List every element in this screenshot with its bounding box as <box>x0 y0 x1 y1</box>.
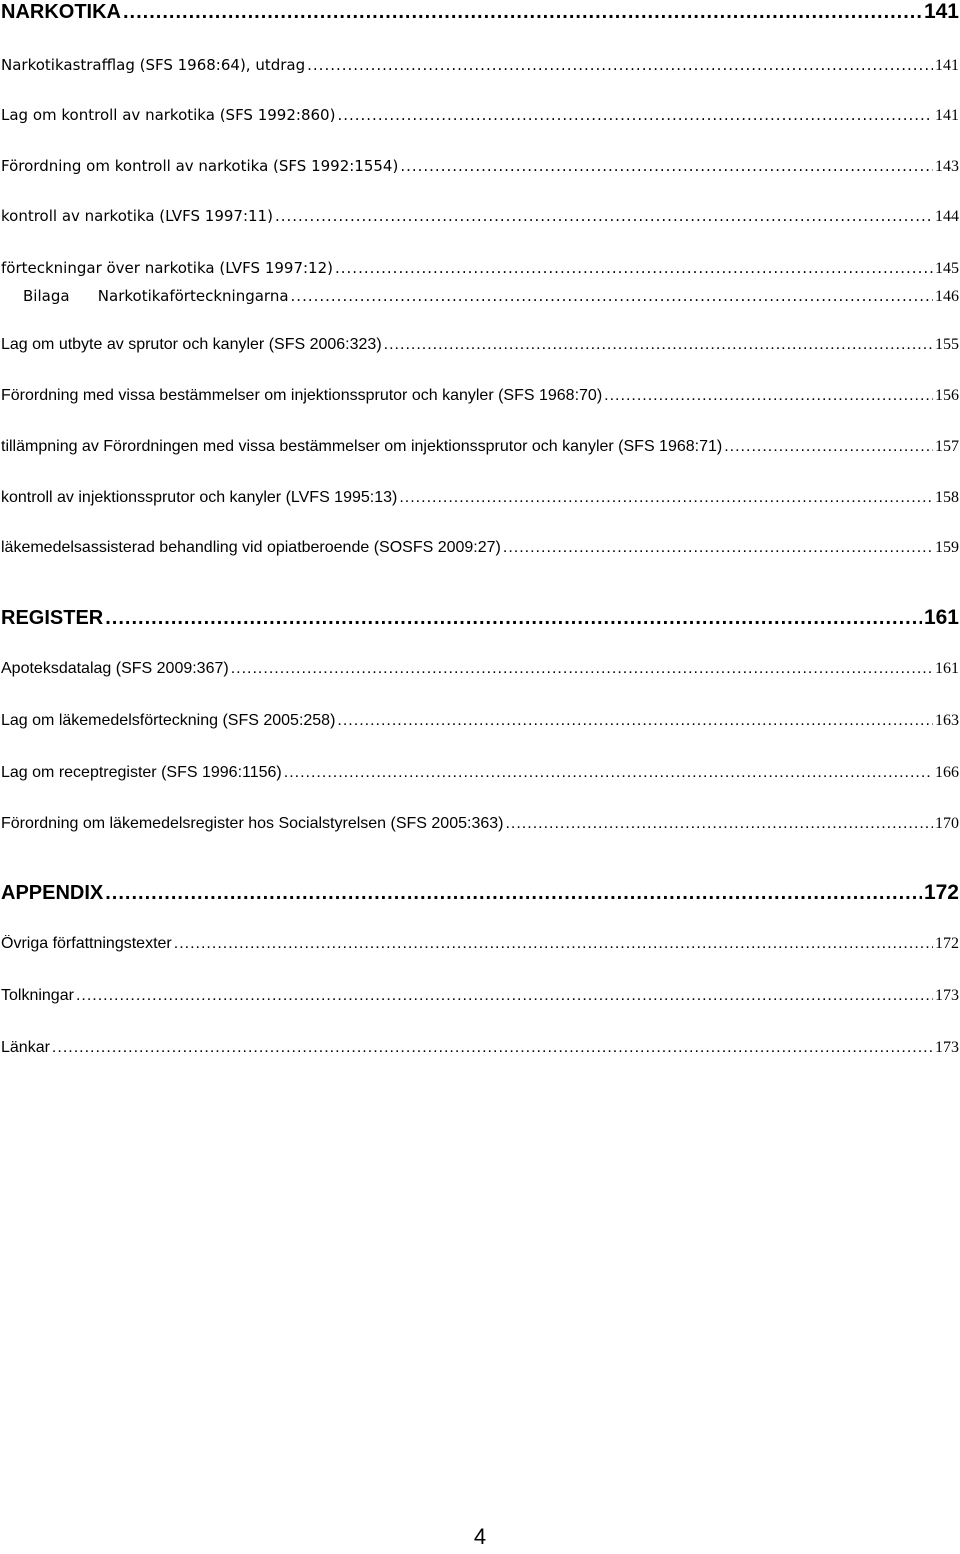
toc-entry[interactable] <box>1 1039 959 1057</box>
toc-entry-page: 173 <box>935 1039 959 1056</box>
dot-leader <box>76 987 933 1005</box>
toc-heading-title: APPENDIX <box>1 882 104 904</box>
dot-leader <box>123 1 922 24</box>
toc-entry[interactable] <box>1 660 959 678</box>
toc-entry[interactable] <box>1 712 959 730</box>
toc-entry-page: 144 <box>935 208 959 225</box>
dot-leader <box>399 489 933 507</box>
dot-leader <box>275 207 933 225</box>
toc-entry-page: 156 <box>935 387 959 404</box>
toc-entry-title: kontroll av narkotika (LVFS 1997:11) <box>1 207 273 225</box>
toc-entry[interactable] <box>1 987 959 1005</box>
toc-entry-label: Bilaga <box>23 287 70 305</box>
toc-entry-page: 146 <box>935 288 959 305</box>
dot-leader <box>400 157 933 175</box>
toc-entry-indented[interactable] <box>1 287 959 306</box>
toc-entry-title: läkemedelsassisterad behandling vid opiatberoende (SOSFS 2009:27) <box>1 539 501 556</box>
toc-heading-appendix[interactable] <box>1 881 959 905</box>
toc-entry-page: 141 <box>935 57 959 74</box>
toc-entry-page: 172 <box>935 935 959 952</box>
toc-entry[interactable] <box>1 259 959 278</box>
dot-leader <box>307 56 933 74</box>
toc-entry[interactable] <box>1 157 959 176</box>
toc-entry[interactable] <box>1 438 959 456</box>
dot-leader <box>337 712 933 730</box>
dot-leader <box>384 336 933 354</box>
toc-heading-narkotika[interactable] <box>1 0 959 24</box>
toc-entry-page: 173 <box>935 987 959 1004</box>
toc-entry-title: Lag om kontroll av narkotika (SFS 1992:860) <box>1 106 336 124</box>
toc-entry[interactable] <box>1 489 959 507</box>
toc-heading-title: NARKOTIKA <box>1 1 121 23</box>
dot-leader <box>335 259 933 277</box>
toc-entry-title: Förordning om kontroll av narkotika (SFS 1992:1554) <box>1 157 399 175</box>
toc-entry-page: 141 <box>935 107 959 124</box>
dot-leader <box>105 607 922 630</box>
toc-entry-page: 143 <box>935 158 959 175</box>
toc-entry-page: 145 <box>935 260 959 277</box>
toc-entry-title: Tolkningar <box>1 987 74 1004</box>
dot-leader <box>231 660 933 678</box>
toc-entry-title: tillämpning av Förordningen med vissa bestämmelser om injektionssprutor och kanyler (SFS 1968:71) <box>1 438 723 455</box>
dot-leader <box>52 1039 933 1057</box>
toc-heading-title: REGISTER <box>1 607 104 629</box>
toc-entry-title: Förordning om läkemedelsregister hos Socialstyrelsen (SFS 2005:363) <box>1 815 504 832</box>
toc-entry-title: Lag om läkemedelsförteckning (SFS 2005:258) <box>1 712 336 729</box>
dot-leader <box>174 935 933 953</box>
toc-entry-page: 155 <box>935 336 959 353</box>
dot-leader <box>503 539 933 557</box>
dot-leader <box>505 815 933 833</box>
toc-entry-page: 163 <box>935 712 959 729</box>
toc-entry-title: Apoteksdatalag (SFS 2009:367) <box>1 660 229 677</box>
toc-entry-title: Lag om receptregister (SFS 1996:1156) <box>1 764 282 781</box>
toc-entry-title: Narkotikastrafflag (SFS 1968:64), utdrag <box>1 56 306 74</box>
toc-entry-title: Narkotikaförteckningarna <box>97 287 289 305</box>
toc-heading-page: 161 <box>923 606 959 629</box>
toc-entry-title: förteckningar över narkotika (LVFS 1997:12) <box>1 259 333 277</box>
toc-entry-title: Övriga författningstexter <box>1 935 172 952</box>
toc-entry-title: Länkar <box>1 1039 50 1056</box>
toc-entry[interactable] <box>1 935 959 953</box>
toc-entry-page: 161 <box>935 660 959 677</box>
toc-heading-register[interactable] <box>1 606 959 630</box>
toc-entry[interactable] <box>1 764 959 782</box>
toc-entry-title: kontroll av injektionssprutor och kanyler (LVFS 1995:13) <box>1 489 398 506</box>
dot-leader <box>337 106 933 124</box>
toc-entry-title: Lag om utbyte av sprutor och kanyler (SFS 2006:323) <box>1 336 382 353</box>
toc-entry[interactable] <box>1 815 959 833</box>
toc-entry[interactable] <box>1 207 959 226</box>
toc-entry[interactable] <box>1 336 959 354</box>
dot-leader <box>284 764 933 782</box>
toc-entry-page: 170 <box>935 815 959 832</box>
page-number: 4 <box>473 1524 487 1549</box>
toc-heading-page: 141 <box>923 0 959 23</box>
toc-entry-page: 157 <box>935 438 959 455</box>
toc-entry-page: 159 <box>935 539 959 556</box>
toc-entry-title: Förordning med vissa bestämmelser om injektionssprutor och kanyler (SFS 1968:70) <box>1 387 603 404</box>
toc-entry[interactable] <box>1 56 959 75</box>
dot-leader <box>724 438 933 456</box>
toc-entry-page: 158 <box>935 489 959 506</box>
dot-leader <box>105 882 922 905</box>
toc-heading-page: 172 <box>923 881 959 904</box>
toc-entry-page: 166 <box>935 764 959 781</box>
toc-entry[interactable] <box>1 539 959 557</box>
dot-leader <box>604 387 933 405</box>
toc-entry[interactable] <box>1 106 959 125</box>
dot-leader <box>291 287 933 305</box>
toc-entry[interactable] <box>1 387 959 405</box>
